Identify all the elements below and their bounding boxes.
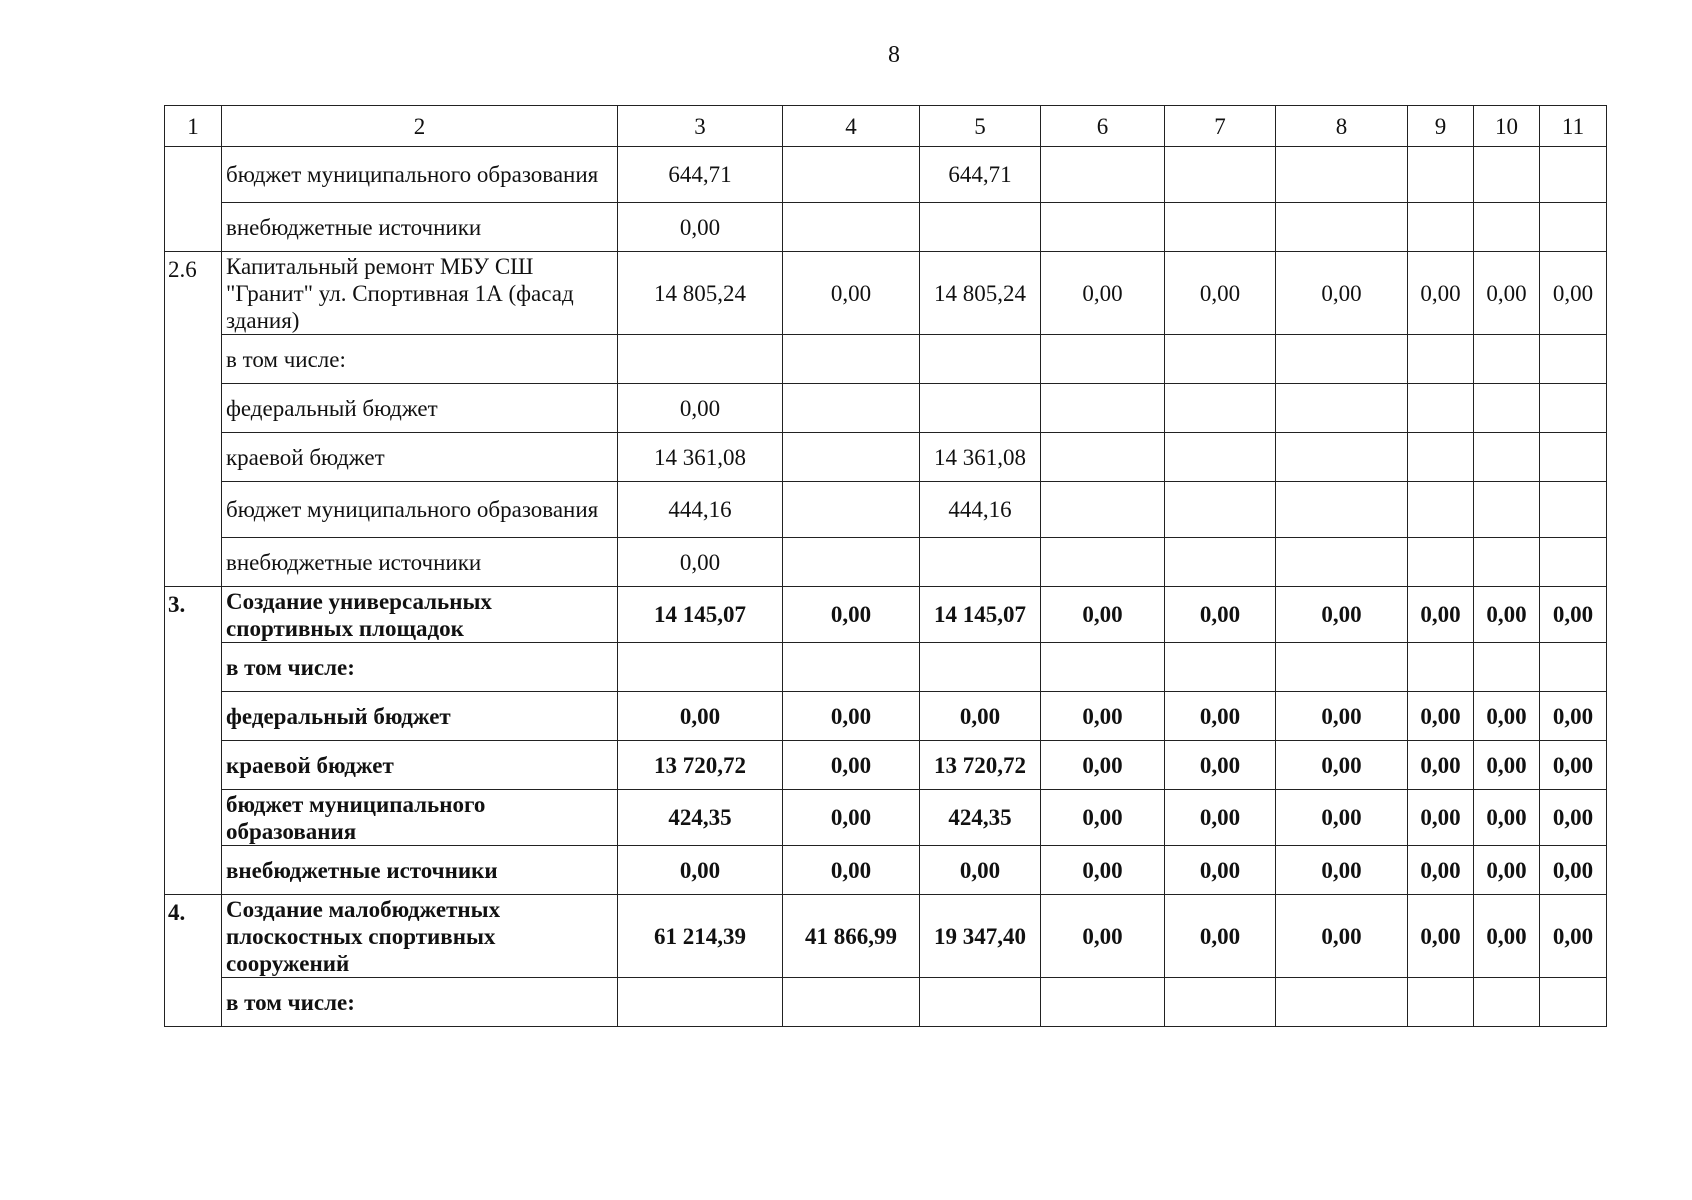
value-cell — [783, 643, 920, 692]
item-number: 3. — [165, 587, 222, 895]
value-cell — [1408, 538, 1474, 587]
value-cell: 0,00 — [1276, 741, 1408, 790]
value-cell: 14 145,07 — [618, 587, 783, 643]
value-cell — [1408, 203, 1474, 252]
value-cell — [920, 643, 1041, 692]
value-cell — [1540, 482, 1607, 538]
value-cell: 0,00 — [1408, 252, 1474, 335]
value-cell — [1276, 147, 1408, 203]
column-header: 6 — [1041, 106, 1165, 147]
value-cell — [920, 384, 1041, 433]
value-cell: 0,00 — [1540, 846, 1607, 895]
value-cell: 0,00 — [1041, 741, 1165, 790]
value-cell: 14 805,24 — [618, 252, 783, 335]
value-cell — [1165, 433, 1276, 482]
value-cell: 0,00 — [1276, 790, 1408, 846]
value-cell: 0,00 — [1041, 895, 1165, 978]
value-cell — [1408, 433, 1474, 482]
value-cell — [1165, 147, 1276, 203]
value-cell — [1041, 433, 1165, 482]
value-cell: 14 145,07 — [920, 587, 1041, 643]
value-cell — [783, 433, 920, 482]
value-cell — [920, 978, 1041, 1027]
table-row — [165, 147, 1607, 203]
column-header: 3 — [618, 106, 783, 147]
table-body — [165, 147, 1607, 1027]
table-row — [165, 741, 1607, 790]
value-cell: 0,00 — [618, 538, 783, 587]
value-cell — [1041, 203, 1165, 252]
value-cell — [1474, 482, 1540, 538]
table-row — [165, 252, 1607, 335]
value-cell: 0,00 — [1276, 692, 1408, 741]
value-cell — [618, 643, 783, 692]
value-cell: 0,00 — [618, 692, 783, 741]
item-name: в том числе: — [222, 643, 618, 692]
value-cell: 0,00 — [1474, 741, 1540, 790]
value-cell: 0,00 — [1276, 252, 1408, 335]
item-name: Создание универсальных спортивных площадок — [222, 587, 618, 643]
item-name: краевой бюджет — [222, 433, 618, 482]
value-cell: 0,00 — [1540, 587, 1607, 643]
value-cell — [1165, 203, 1276, 252]
value-cell: 0,00 — [783, 692, 920, 741]
value-cell: 0,00 — [920, 692, 1041, 741]
value-cell — [1540, 538, 1607, 587]
value-cell: 0,00 — [1474, 587, 1540, 643]
value-cell — [1165, 335, 1276, 384]
value-cell: 0,00 — [783, 741, 920, 790]
value-cell: 0,00 — [1408, 741, 1474, 790]
value-cell: 0,00 — [1276, 846, 1408, 895]
value-cell: 0,00 — [1474, 846, 1540, 895]
value-cell — [1041, 482, 1165, 538]
value-cell: 0,00 — [1276, 895, 1408, 978]
item-name: Капитальный ремонт МБУ СШ "Гранит" ул. Спортивная 1А (фасад здания) — [222, 252, 618, 335]
value-cell — [1408, 482, 1474, 538]
table-row — [165, 790, 1607, 846]
value-cell — [920, 335, 1041, 384]
column-header: 8 — [1276, 106, 1408, 147]
value-cell: 0,00 — [1165, 741, 1276, 790]
value-cell — [1165, 384, 1276, 433]
value-cell — [1540, 147, 1607, 203]
value-cell: 424,35 — [618, 790, 783, 846]
value-cell: 13 720,72 — [618, 741, 783, 790]
table-row — [165, 587, 1607, 643]
item-number — [165, 147, 222, 252]
item-name: бюджет муниципального образования — [222, 482, 618, 538]
value-cell — [783, 335, 920, 384]
value-cell — [1540, 203, 1607, 252]
column-header: 9 — [1408, 106, 1474, 147]
value-cell — [1276, 203, 1408, 252]
value-cell — [1540, 433, 1607, 482]
value-cell: 0,00 — [1540, 895, 1607, 978]
page-number: 8 — [888, 42, 900, 68]
value-cell — [1474, 643, 1540, 692]
value-cell: 444,16 — [920, 482, 1041, 538]
value-cell — [1276, 335, 1408, 384]
value-cell: 0,00 — [1165, 587, 1276, 643]
value-cell — [1474, 433, 1540, 482]
value-cell — [1276, 643, 1408, 692]
value-cell: 0,00 — [1408, 790, 1474, 846]
item-number: 2.6 — [165, 252, 222, 587]
value-cell — [1276, 384, 1408, 433]
value-cell: 0,00 — [1041, 692, 1165, 741]
item-name: федеральный бюджет — [222, 692, 618, 741]
value-cell — [1165, 643, 1276, 692]
value-cell: 0,00 — [1041, 252, 1165, 335]
value-cell: 0,00 — [1276, 587, 1408, 643]
value-cell — [1276, 978, 1408, 1027]
value-cell — [1408, 643, 1474, 692]
table-row — [165, 433, 1607, 482]
item-name: в том числе: — [222, 335, 618, 384]
item-number: 4. — [165, 895, 222, 1027]
table-row — [165, 384, 1607, 433]
value-cell: 0,00 — [783, 846, 920, 895]
value-cell — [1276, 538, 1408, 587]
value-cell: 0,00 — [1041, 587, 1165, 643]
value-cell — [1276, 433, 1408, 482]
value-cell — [1540, 384, 1607, 433]
value-cell — [783, 482, 920, 538]
value-cell — [1041, 978, 1165, 1027]
value-cell: 0,00 — [1165, 895, 1276, 978]
value-cell: 0,00 — [1540, 790, 1607, 846]
value-cell — [1474, 384, 1540, 433]
value-cell — [1041, 384, 1165, 433]
value-cell: 0,00 — [1408, 895, 1474, 978]
value-cell: 0,00 — [1165, 692, 1276, 741]
table-row — [165, 538, 1607, 587]
header-row — [165, 106, 1607, 147]
value-cell: 61 214,39 — [618, 895, 783, 978]
value-cell: 0,00 — [1474, 692, 1540, 741]
column-header: 7 — [1165, 106, 1276, 147]
value-cell: 0,00 — [1540, 692, 1607, 741]
value-cell: 19 347,40 — [920, 895, 1041, 978]
value-cell — [1276, 482, 1408, 538]
value-cell — [618, 335, 783, 384]
value-cell — [1408, 147, 1474, 203]
table-row — [165, 643, 1607, 692]
table-row — [165, 895, 1607, 978]
value-cell: 14 361,08 — [920, 433, 1041, 482]
value-cell — [1408, 978, 1474, 1027]
value-cell: 0,00 — [783, 587, 920, 643]
column-header: 11 — [1540, 106, 1607, 147]
value-cell: 41 866,99 — [783, 895, 920, 978]
column-header: 1 — [165, 106, 222, 147]
value-cell: 0,00 — [1165, 252, 1276, 335]
value-cell — [1041, 538, 1165, 587]
value-cell — [1474, 203, 1540, 252]
table-row — [165, 203, 1607, 252]
value-cell: 644,71 — [618, 147, 783, 203]
value-cell — [783, 203, 920, 252]
item-name: бюджет муниципального образования — [222, 147, 618, 203]
value-cell — [1474, 538, 1540, 587]
item-name: краевой бюджет — [222, 741, 618, 790]
value-cell: 14 805,24 — [920, 252, 1041, 335]
item-name: в том числе: — [222, 978, 618, 1027]
value-cell — [783, 978, 920, 1027]
table-row — [165, 846, 1607, 895]
item-name: федеральный бюджет — [222, 384, 618, 433]
value-cell — [783, 538, 920, 587]
item-name: внебюджетные источники — [222, 846, 618, 895]
value-cell: 0,00 — [1540, 741, 1607, 790]
value-cell: 0,00 — [1041, 846, 1165, 895]
item-name: Создание малобюджетных плоскостных спортивных сооружений — [222, 895, 618, 978]
value-cell: 0,00 — [1408, 587, 1474, 643]
value-cell: 0,00 — [1408, 692, 1474, 741]
value-cell — [1041, 147, 1165, 203]
value-cell: 0,00 — [1041, 790, 1165, 846]
value-cell: 14 361,08 — [618, 433, 783, 482]
value-cell — [1540, 335, 1607, 384]
value-cell — [920, 203, 1041, 252]
value-cell — [1474, 147, 1540, 203]
table-row — [165, 692, 1607, 741]
value-cell — [1540, 978, 1607, 1027]
column-header: 2 — [222, 106, 618, 147]
value-cell — [783, 147, 920, 203]
value-cell — [1408, 384, 1474, 433]
value-cell: 0,00 — [1474, 895, 1540, 978]
value-cell — [618, 978, 783, 1027]
item-name: бюджет муниципального образования — [222, 790, 618, 846]
value-cell: 13 720,72 — [920, 741, 1041, 790]
value-cell: 0,00 — [618, 846, 783, 895]
value-cell — [1165, 482, 1276, 538]
value-cell — [1041, 643, 1165, 692]
value-cell: 424,35 — [920, 790, 1041, 846]
value-cell: 0,00 — [783, 252, 920, 335]
value-cell: 444,16 — [618, 482, 783, 538]
item-name: внебюджетные источники — [222, 538, 618, 587]
value-cell: 0,00 — [783, 790, 920, 846]
value-cell — [1165, 978, 1276, 1027]
value-cell: 0,00 — [1474, 252, 1540, 335]
value-cell — [1474, 335, 1540, 384]
budget-table — [164, 105, 1607, 1027]
value-cell — [1041, 335, 1165, 384]
value-cell: 0,00 — [920, 846, 1041, 895]
table-row — [165, 335, 1607, 384]
value-cell — [1474, 978, 1540, 1027]
value-cell — [1165, 538, 1276, 587]
table-row — [165, 978, 1607, 1027]
value-cell — [783, 384, 920, 433]
value-cell: 644,71 — [920, 147, 1041, 203]
table-row — [165, 482, 1607, 538]
value-cell — [1408, 335, 1474, 384]
value-cell: 0,00 — [1165, 846, 1276, 895]
column-header: 4 — [783, 106, 920, 147]
value-cell: 0,00 — [1540, 252, 1607, 335]
value-cell: 0,00 — [618, 384, 783, 433]
value-cell: 0,00 — [1408, 846, 1474, 895]
value-cell — [1540, 643, 1607, 692]
value-cell: 0,00 — [1474, 790, 1540, 846]
value-cell: 0,00 — [1165, 790, 1276, 846]
column-header: 10 — [1474, 106, 1540, 147]
item-name: внебюджетные источники — [222, 203, 618, 252]
value-cell: 0,00 — [618, 203, 783, 252]
column-header: 5 — [920, 106, 1041, 147]
value-cell — [920, 538, 1041, 587]
